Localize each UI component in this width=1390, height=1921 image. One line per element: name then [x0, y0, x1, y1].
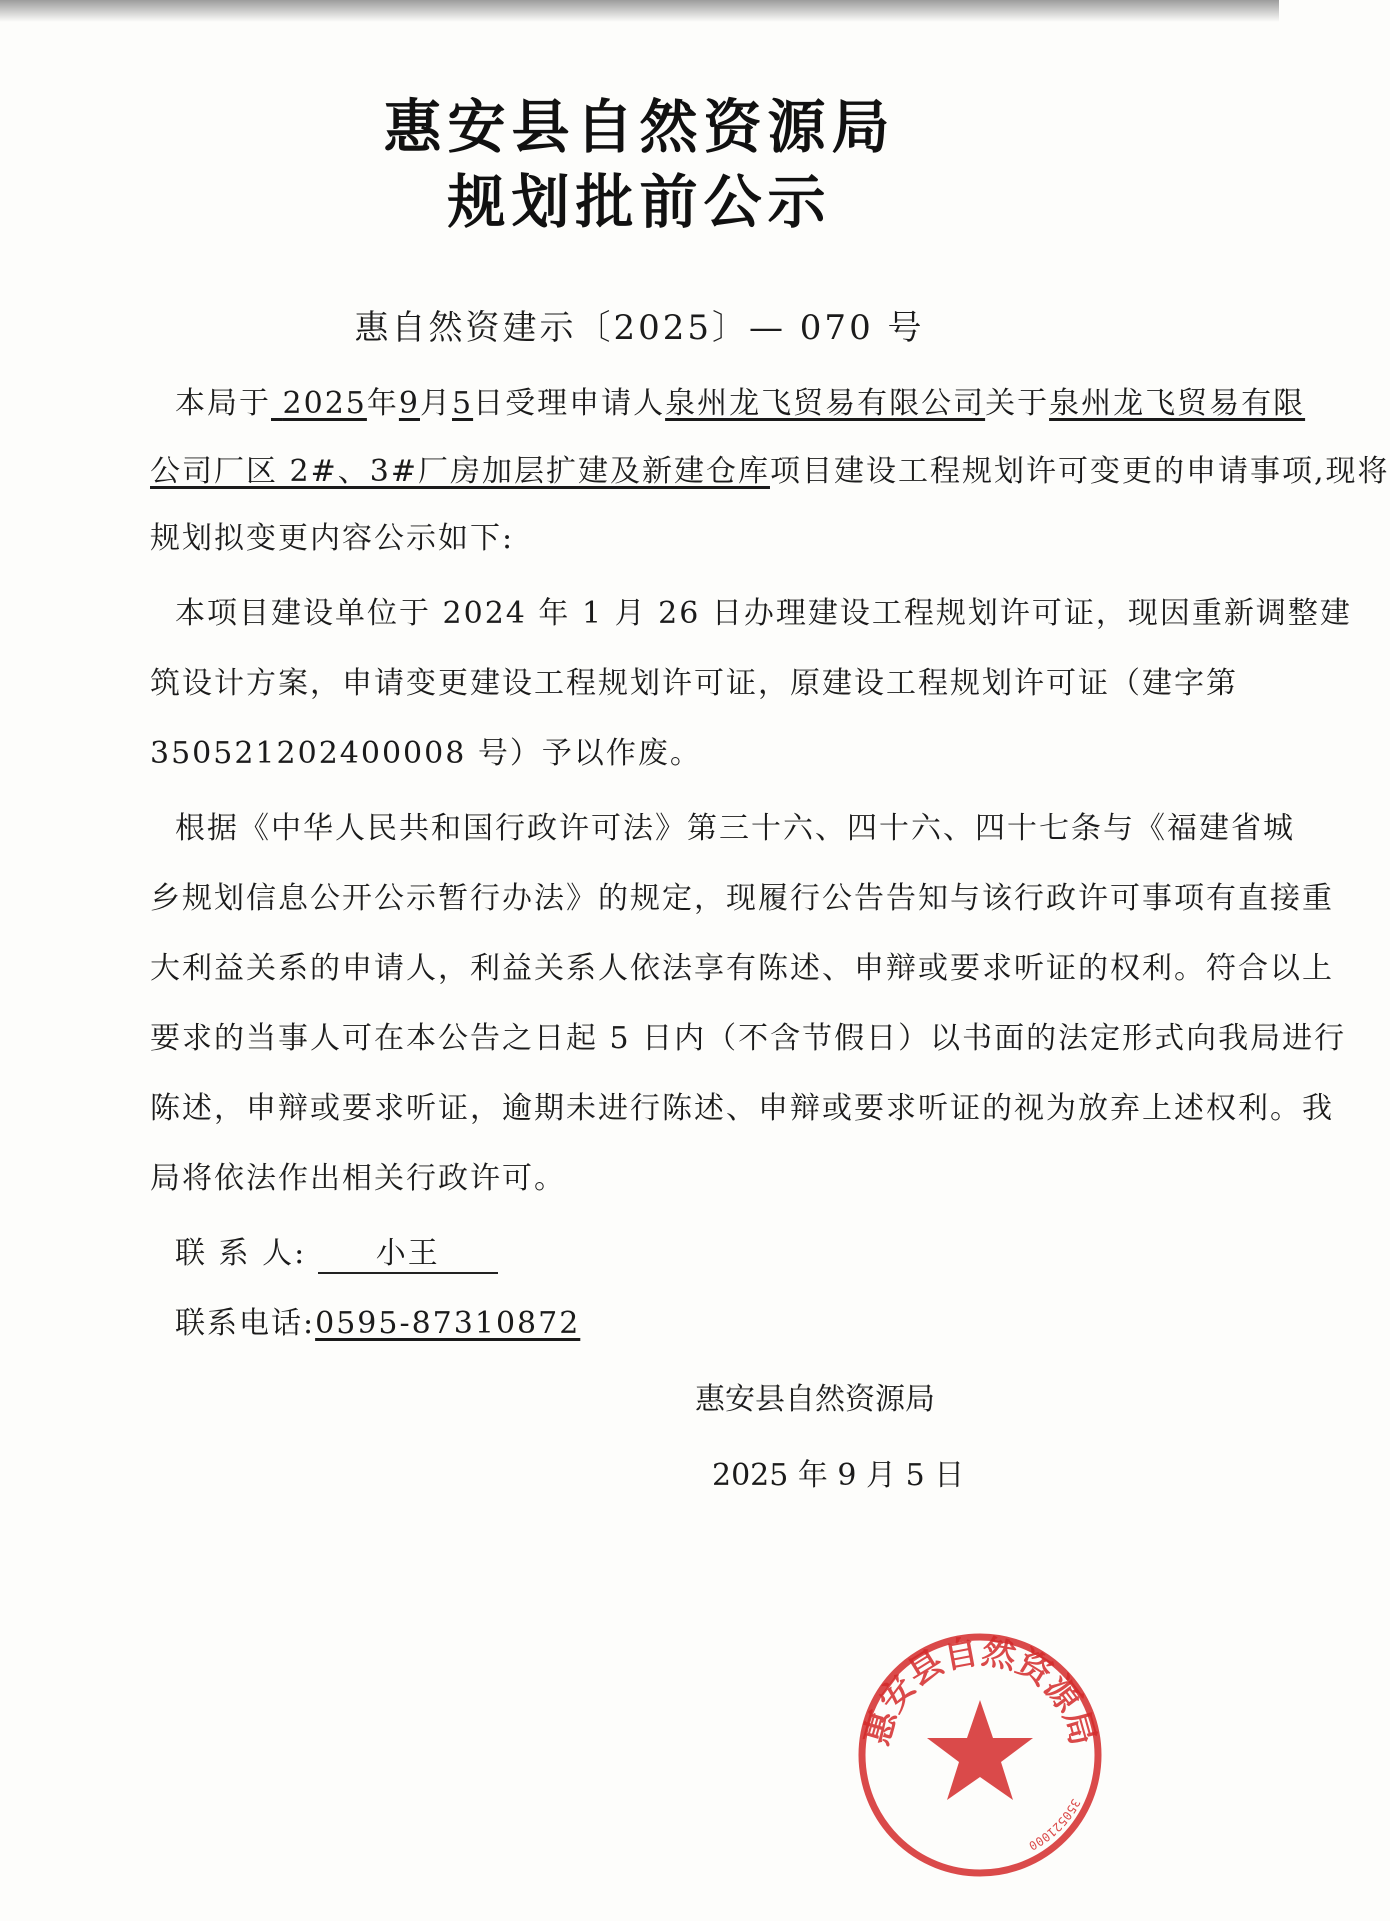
- project-name-part-1: 泉州龙飞贸易有限: [1049, 386, 1306, 421]
- text: 关于: [985, 386, 1050, 421]
- text: 日受理申请人: [473, 386, 666, 421]
- scan-edge: [0, 0, 1279, 22]
- text: 年: [366, 386, 399, 421]
- text: 本局于: [175, 386, 271, 421]
- text: 项目建设工程规划许可变更的申请事项,现将: [769, 454, 1390, 489]
- text: 月: [420, 386, 452, 421]
- paragraph-3-line-5: 陈述，申辩或要求听证，逾期未进行陈述、申辩或要求听证的视为放弃上述权利。我: [150, 1091, 1334, 1126]
- accept-year: 2025: [282, 386, 367, 421]
- title-line-1: 惠安县自然资源局: [383, 93, 896, 161]
- paragraph-1-line-1: [175, 378, 1305, 422]
- paragraph-3-line-6: 局将依法作出相关行政许可。: [150, 1161, 566, 1196]
- paragraph-3-line-4: 要求的当事人可在本公告之日起 5 日内（不含节假日）以书面的法定形式向我局进行: [150, 1021, 1347, 1056]
- official-seal-icon: [850, 1625, 1110, 1885]
- seal-code: 350521000: [1026, 1796, 1083, 1853]
- paragraph-2-line-1: 本项目建设单位于 2024 年 1 月 26 日办理建设工程规划许可证，现因重新调整建: [175, 596, 1352, 631]
- contact-phone: [175, 1298, 580, 1342]
- contact-person-label: 联 系 人:: [175, 1236, 307, 1271]
- contact-person: [175, 1228, 498, 1274]
- accept-day: 5: [452, 386, 474, 421]
- paragraph-3-line-2: 乡规划信息公开公示暂行办法》的规定，现履行公告告知与该行政许可事项有直接重: [150, 881, 1334, 916]
- paragraph-1-line-3: 规划拟变更内容公示如下:: [150, 521, 515, 556]
- contact-phone-value: 0595-87310872: [315, 1306, 581, 1341]
- paragraph-1-line-2: [150, 446, 1390, 490]
- contact-person-value: 小王: [318, 1228, 498, 1274]
- paragraph-2-line-2: 筑设计方案，申请变更建设工程规划许可证，原建设工程规划许可证（建字第: [150, 666, 1238, 701]
- accept-month: 9: [398, 386, 420, 421]
- signature-date: 2025 年 9 月 5 日: [712, 1458, 965, 1493]
- paragraph-3-line-3: 大利益关系的申请人，利益关系人依法享有陈述、申辩或要求听证的权利。符合以上: [150, 951, 1334, 986]
- paragraph-2-line-3: 350521202400008 号）予以作废。: [150, 736, 702, 771]
- title-line-2: 规划批前公示: [447, 168, 832, 236]
- signature-organization: 惠安县自然资源局: [695, 1382, 935, 1417]
- paragraph-3-line-1: 根据《中华人民共和国行政许可法》第三十六、四十六、四十七条与《福建省城: [175, 811, 1295, 846]
- document-number: 惠自然资建示〔2025〕— 070 号: [354, 308, 925, 348]
- project-name-part-2: 公司厂区 2#、3#厂房加层扩建及新建仓库: [150, 454, 770, 489]
- seal-text: 惠安县自然资源局: [857, 1631, 1103, 1750]
- contact-phone-label: 联系电话:: [175, 1306, 316, 1341]
- applicant-name: 泉州龙飞贸易有限公司: [665, 386, 986, 421]
